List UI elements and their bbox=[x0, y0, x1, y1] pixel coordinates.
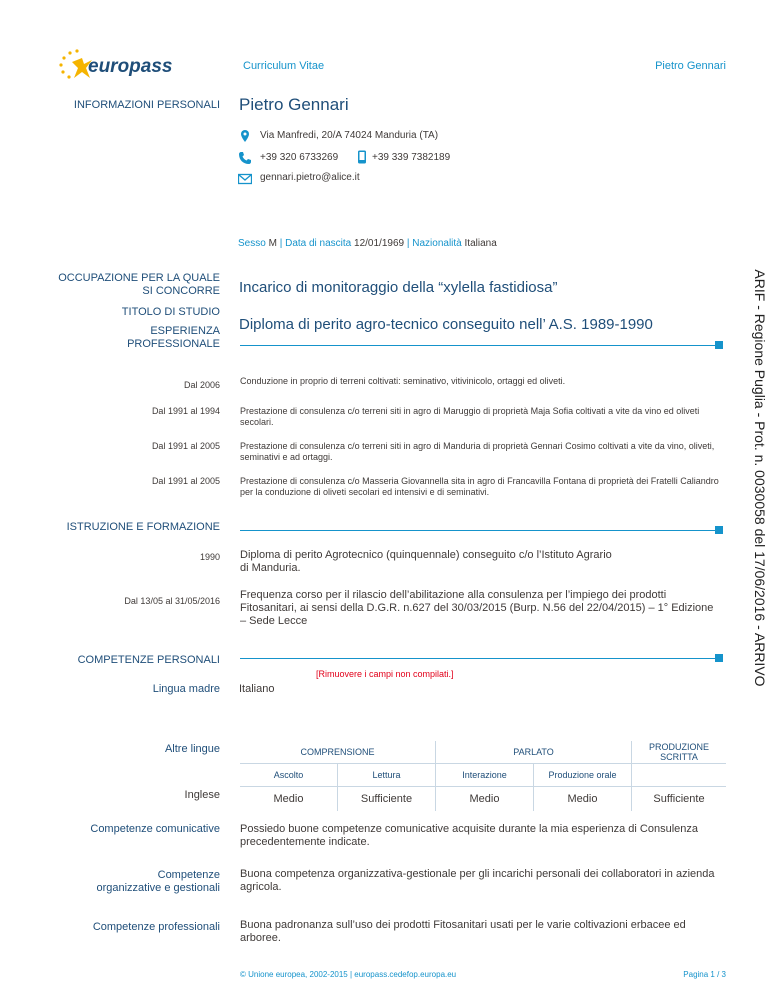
education-square bbox=[715, 526, 723, 534]
professional-label: Competenze professionali bbox=[92, 921, 220, 933]
communication-label: Competenze comunicative bbox=[90, 823, 220, 835]
personal-details bbox=[238, 238, 497, 249]
exp-text: Prestazione di consulenza c/o terreni siti in agro di Manduria di proprietà Gennari Cosimo coltivati a vite da vino, oliveti, seminativi e ad ortaggi. bbox=[240, 441, 715, 462]
email: gennari.pietro@alice.it bbox=[260, 172, 360, 183]
remove-note: [Rimuovere i campi non compilati.] bbox=[316, 669, 454, 679]
language-table bbox=[240, 741, 726, 811]
mother-tongue-value: Italiano bbox=[239, 683, 275, 695]
position-label: OCCUPAZIONE PER LA QUALE SI CONCORRE bbox=[58, 272, 220, 297]
address: Via Manfredi, 20/A 74024 Manduria (TA) bbox=[260, 130, 439, 141]
logo-text: europass bbox=[88, 56, 173, 77]
location-icon bbox=[238, 129, 252, 143]
birth-value: 12/01/1969 bbox=[354, 238, 405, 249]
sex-value: M bbox=[268, 238, 277, 249]
separator: | bbox=[279, 238, 283, 249]
organizational-text: Buona competenza organizzativa-gestionale per gli incarichi personali dei collaboratori in azienda agricola. bbox=[240, 868, 715, 893]
language-name: Inglese bbox=[184, 789, 220, 801]
listening-header: Ascolto bbox=[273, 770, 304, 780]
skills-square bbox=[715, 654, 723, 662]
mobile: +39 339 7382189 bbox=[372, 152, 451, 163]
education-rule bbox=[240, 530, 718, 531]
phone-icon bbox=[238, 151, 252, 165]
protocol-stamp: ARIF - Regione Puglia - Prot. n. 0030058 del 17/06/2016 - ARRIVO bbox=[752, 269, 768, 687]
exp-text: Prestazione di consulenza c/o terreni siti in agro di Maruggio di proprietà Maja Sofia coltivati a vite da vino ed oliveti secolari. bbox=[240, 406, 700, 427]
position-value: Incarico di monitoraggio della “xylella fastidiosa” bbox=[239, 279, 558, 296]
mobile-icon bbox=[357, 150, 367, 169]
study-value: Diploma di perito agro-tecnico conseguito nell’ A.S. 1989-1990 bbox=[239, 316, 653, 333]
doc-type: Curriculum Vitae bbox=[243, 60, 325, 72]
sex-label: Sesso bbox=[238, 238, 266, 249]
exp-text: Prestazione di consulenza c/o Masseria Giovannella sita in agro di Francavilla Fontana di proprietà dei Fratelli Caliandro per la conduzione di oliveti secolari ed intensivi e di seminativi. bbox=[240, 476, 719, 497]
header-name: Pietro Gennari bbox=[655, 60, 726, 72]
level-cell: Medio bbox=[436, 787, 534, 812]
person-name: Pietro Gennari bbox=[239, 95, 349, 114]
footer-page: Pagina 1 / 3 bbox=[683, 970, 726, 979]
phone: +39 320 6733269 bbox=[260, 152, 339, 163]
europass-logo bbox=[58, 48, 173, 84]
speaking-header: PARLATO bbox=[436, 741, 632, 764]
reading-header: Lettura bbox=[338, 764, 436, 787]
experience-rule bbox=[240, 345, 718, 346]
edu-text: Diploma di perito Agrotecnico (quinquennale) conseguito c/o l’Istituto Agrario di Manduria. bbox=[240, 549, 612, 574]
edu-date: 1990 bbox=[199, 552, 220, 562]
experience-label: ESPERIENZA PROFESSIONALE bbox=[127, 325, 220, 350]
level-cell: Sufficiente bbox=[632, 787, 727, 812]
study-label: TITOLO DI STUDIO bbox=[121, 306, 220, 318]
exp-text: Conduzione in proprio di terreni coltivati: seminativo, vitivinicolo, ortaggi ed oliveti. bbox=[240, 376, 566, 386]
skills-label: COMPETENZE PERSONALI bbox=[77, 654, 220, 666]
exp-date: Dal 1991 al 1994 bbox=[151, 406, 220, 416]
education-label: ISTRUZIONE E FORMAZIONE bbox=[66, 521, 220, 533]
communication-text: Possiedo buone competenze comunicative acquisite durante la mia esperienza di Consulenza precedentemente indicate. bbox=[240, 823, 698, 848]
separator: | bbox=[406, 238, 410, 249]
production-header: Produzione orale bbox=[534, 764, 632, 787]
writing-header: PRODUZIONE SCRITTA bbox=[632, 741, 727, 764]
comprehension-header: COMPRENSIONE bbox=[300, 747, 375, 757]
organizational-label: Competenze organizzative e gestionali bbox=[96, 869, 220, 894]
other-languages-label: Altre lingue bbox=[164, 743, 220, 755]
personal-info-label: INFORMAZIONI PERSONALI bbox=[73, 99, 220, 111]
level-cell: Sufficiente bbox=[338, 787, 436, 812]
birth-label: Data di nascita bbox=[285, 238, 352, 249]
mother-tongue-label: Lingua madre bbox=[152, 683, 220, 695]
skills-rule bbox=[240, 658, 718, 659]
exp-date: Dal 1991 al 2005 bbox=[151, 476, 220, 486]
professional-text: Buona padronanza sull’uso dei prodotti Fitosanitari usati per le varie coltivazioni erbacee ed arboree. bbox=[240, 919, 686, 944]
exp-date: Dal 1991 al 2005 bbox=[151, 441, 220, 451]
level-cell: Medio bbox=[273, 793, 304, 805]
nationality-value: Italiana bbox=[464, 238, 497, 249]
footer-copyright: © Unione europea, 2002-2015 | europass.cedefop.europa.eu bbox=[240, 970, 457, 979]
empty-cell bbox=[632, 764, 727, 787]
nationality-label: Nazionalità bbox=[412, 238, 462, 249]
email-icon bbox=[238, 172, 252, 186]
level-cell: Medio bbox=[534, 787, 632, 812]
interaction-header: Interazione bbox=[436, 764, 534, 787]
edu-text: Frequenza corso per il rilascio dell’abilitazione alla consulenza per l’impiego dei prodotti Fitosanitari, ai sensi della D.G.R. n.627 del 30/03/2015 (Burp. N.56 del 22/04/2015) – 1° Edizione – Sede Lecce bbox=[240, 589, 714, 627]
experience-square bbox=[715, 341, 723, 349]
edu-date: Dal 13/05 al 31/05/2016 bbox=[124, 596, 220, 606]
exp-date: Dal 2006 bbox=[183, 380, 220, 390]
